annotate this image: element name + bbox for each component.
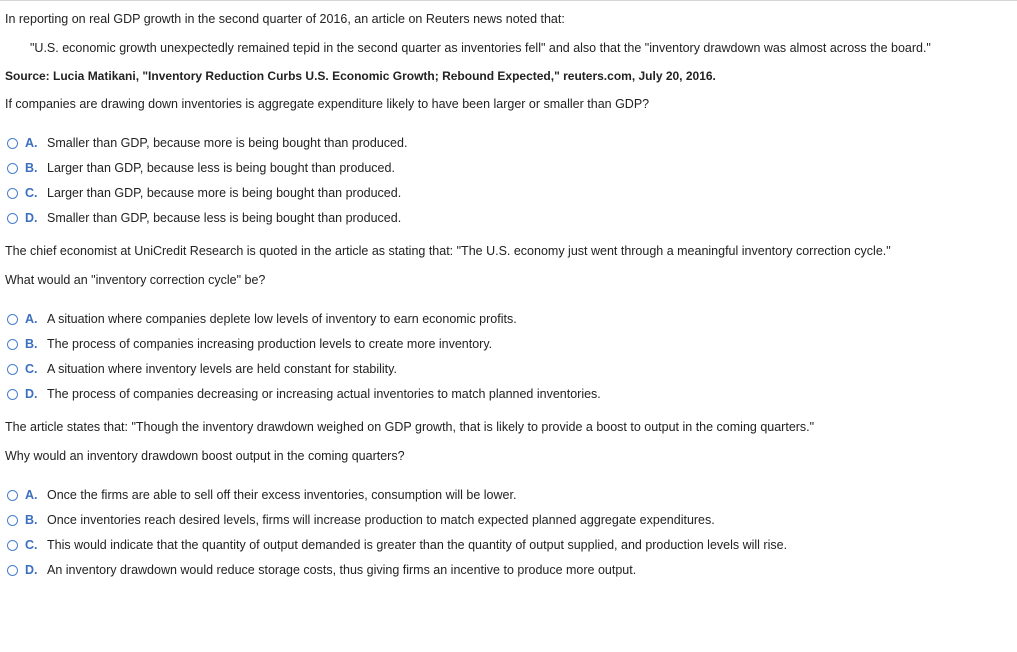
question-3-prompt: Why would an inventory drawdown boost output in the coming quarters? [5, 449, 405, 463]
radio-button[interactable] [7, 490, 18, 501]
radio-button[interactable] [7, 565, 18, 576]
radio-button[interactable] [7, 314, 18, 325]
option-letter: A. [25, 312, 38, 326]
option-text: The process of companies decreasing or increasing actual inventories to match planned inventories. [47, 387, 601, 401]
q1-option-b[interactable] [7, 160, 395, 176]
q1-option-c[interactable] [7, 185, 401, 201]
question-3-context: The article states that: "Though the inventory drawdown weighed on GDP growth, that is likely to provide a boost to output in the coming quarters." [5, 420, 815, 434]
q2-option-c[interactable] [7, 361, 397, 377]
option-letter: C. [25, 362, 38, 376]
option-text: Larger than GDP, because more is being bought than produced. [47, 186, 402, 200]
radio-button[interactable] [7, 188, 18, 199]
source-citation: Source: Lucia Matikani, "Inventory Reduction Curbs U.S. Economic Growth; Rebound Expected," reuters.com, July 20, 2016. [5, 69, 716, 83]
q3-option-a[interactable] [7, 487, 516, 503]
option-letter: B. [25, 337, 38, 351]
radio-button[interactable] [7, 163, 18, 174]
radio-button[interactable] [7, 364, 18, 375]
option-text: This would indicate that the quantity of output demanded is greater than the quantity of output supplied, and production levels will rise. [47, 538, 788, 552]
option-letter: D. [25, 387, 38, 401]
top-divider [0, 0, 1017, 1]
radio-button[interactable] [7, 213, 18, 224]
intro-text: In reporting on real GDP growth in the second quarter of 2016, an article on Reuters news noted that: [5, 12, 565, 26]
radio-button[interactable] [7, 540, 18, 551]
q1-option-a[interactable] [7, 135, 407, 151]
radio-button[interactable] [7, 339, 18, 350]
option-letter: B. [25, 161, 38, 175]
option-letter: A. [25, 488, 38, 502]
article-quote: "U.S. economic growth unexpectedly remained tepid in the second quarter as inventories fell" and also that the "inventory drawdown was almost across the board." [30, 41, 931, 55]
option-text: The process of companies increasing production levels to create more inventory. [47, 337, 493, 351]
q2-option-a[interactable] [7, 311, 517, 327]
question-2-context: The chief economist at UniCredit Research is quoted in the article as stating that: "The U.S. economy just went through a meaningful inventory correction cycle." [5, 244, 891, 258]
option-text: A situation where companies deplete low levels of inventory to earn economic profits. [47, 312, 517, 326]
option-text: Once the firms are able to sell off their excess inventories, consumption will be lower. [47, 488, 517, 502]
option-letter: D. [25, 211, 38, 225]
option-letter: B. [25, 513, 38, 527]
radio-button[interactable] [7, 389, 18, 400]
question-2-prompt: What would an "inventory correction cycle" be? [5, 273, 266, 287]
option-letter: A. [25, 136, 38, 150]
q2-option-b[interactable] [7, 336, 492, 352]
option-text: Smaller than GDP, because less is being bought than produced. [47, 211, 402, 225]
q3-option-b[interactable] [7, 512, 715, 528]
option-letter: C. [25, 538, 38, 552]
option-text: Larger than GDP, because less is being bought than produced. [47, 161, 395, 175]
option-text: Smaller than GDP, because more is being bought than produced. [47, 136, 408, 150]
radio-button[interactable] [7, 138, 18, 149]
radio-button[interactable] [7, 515, 18, 526]
option-text: An inventory drawdown would reduce storage costs, thus giving firms an incentive to produce more output. [47, 563, 637, 577]
option-letter: C. [25, 186, 38, 200]
option-letter: D. [25, 563, 38, 577]
q2-option-d[interactable] [7, 386, 601, 402]
q1-option-d[interactable] [7, 210, 401, 226]
option-text: A situation where inventory levels are held constant for stability. [47, 362, 397, 376]
question-1-prompt: If companies are drawing down inventories is aggregate expenditure likely to have been larger or smaller than GDP? [5, 97, 650, 111]
q3-option-d[interactable] [7, 562, 636, 578]
option-text: Once inventories reach desired levels, firms will increase production to match expected planned aggregate expenditures. [47, 513, 715, 527]
q3-option-c[interactable] [7, 537, 787, 553]
